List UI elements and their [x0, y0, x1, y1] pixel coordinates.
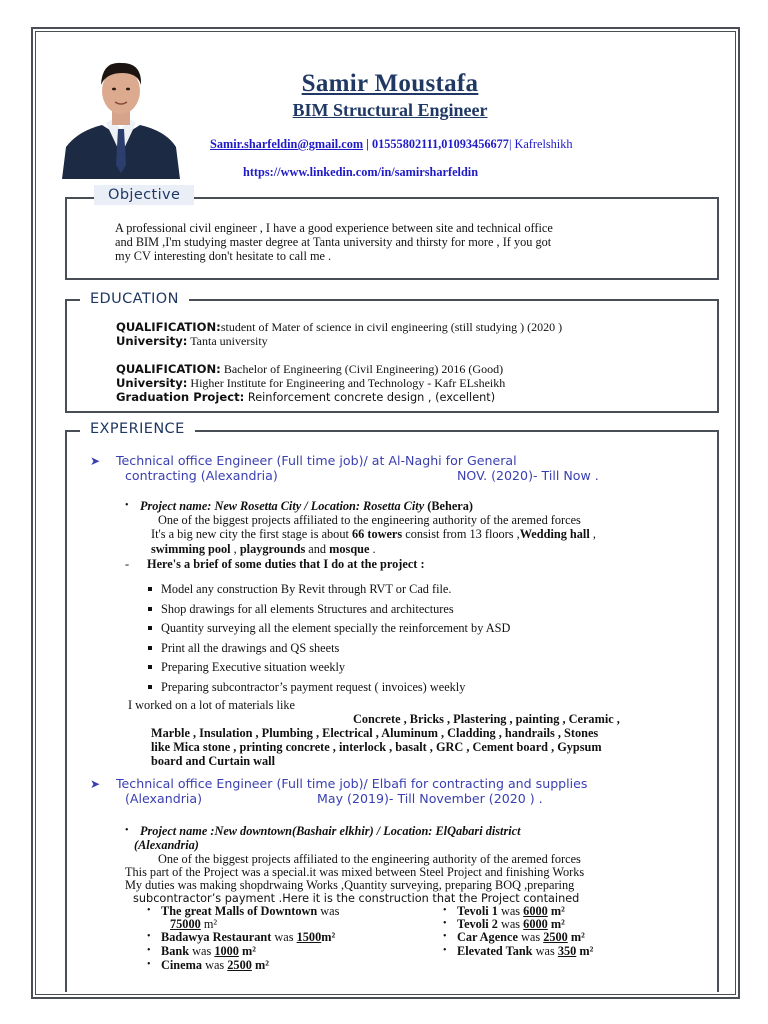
item-unit: m² — [547, 904, 565, 918]
email-link[interactable]: Samir.sharfeldin@gmail.com — [210, 137, 364, 151]
education-heading: EDUCATION — [80, 291, 189, 307]
job1-wedding-hall: Wedding hall — [519, 527, 590, 541]
job1-title-line-2: contracting (Alexandria) — [125, 468, 278, 483]
materials-line-1: Concrete , Bricks , Plastering , painting , Ceramic , — [353, 712, 620, 726]
job2-title-line-2: (Alexandria) — [125, 791, 203, 806]
materials-line-3: like Mica stone , printing concrete , interlock , basalt , GRC , Cement board , Gypsum — [151, 740, 602, 754]
job1-project-name: Project name: New Rosetta City / Location: Rosetta City — [140, 499, 425, 513]
item-name: Tevoli 1 — [457, 904, 498, 918]
item-mid: was — [497, 917, 524, 931]
item-value: 2500 — [227, 958, 252, 972]
graduation-project-key: Graduation Project: — [116, 390, 245, 404]
item-value: 350 — [557, 944, 577, 958]
right-item-3 — [457, 930, 585, 944]
item-name: Bank — [161, 944, 190, 958]
bullet-icon: • — [147, 945, 151, 956]
job2-project-2: (Alexandria) — [134, 838, 199, 852]
item-name: Car Agence — [457, 930, 518, 944]
university-row-1 — [116, 334, 268, 349]
bullet-icon: • — [147, 905, 151, 916]
qualification-value-1: student of Mater of science in civil engineering (still studying ) (2020 ) — [220, 320, 563, 334]
job1-brief: Here's a brief of some duties that I do at the project : — [147, 557, 425, 571]
job1-project — [140, 499, 473, 513]
left-item-4 — [161, 958, 269, 972]
job2-title-line-1: Technical office Engineer (Full time job)/ Elbafi for contracting and supplies — [116, 776, 588, 791]
university-value-1: Tanta university — [187, 334, 268, 348]
job2-desc-4-text: subcontractor’s payment .Here it is the construction that the Project contained — [133, 892, 580, 905]
graduation-project-row — [116, 390, 495, 405]
bullet-icon: • — [147, 931, 151, 942]
graduation-project-value: Reinforcement concrete design , (excellent) — [244, 391, 496, 404]
university-key-1: University: — [116, 334, 188, 348]
item-unit: m² — [567, 930, 585, 944]
duty-item: Preparing subcontractor’s payment request ( invoices) weekly — [147, 680, 510, 700]
duty-item: Quantity surveying all the element specially the reinforcement by ASD — [147, 621, 510, 641]
item-name: Cinema — [161, 958, 202, 972]
job1-project-extra: (Behera) — [424, 499, 473, 513]
left-item-2 — [161, 930, 335, 944]
item-mid: was — [271, 930, 297, 944]
job1-period: NOV. (2020)- Till Now . — [457, 468, 599, 483]
item-name: Tevoli 2 — [457, 917, 498, 931]
item-mid: was — [497, 904, 524, 918]
job2-project: Project name :New downtown(Bashair elkhir) / Location: ElQabari district — [140, 824, 521, 838]
item-value: 75000 — [170, 917, 201, 931]
left-item-3 — [161, 944, 256, 958]
duty-item: Model any construction By Revit through RVT or Cad file. — [147, 582, 510, 602]
contact-separator: | — [363, 137, 372, 151]
job2-period: May (2019)- Till November (2020 ) . — [317, 791, 543, 806]
job1-towers: 66 towers — [351, 527, 403, 541]
job1-desc-1: One of the biggest projects affiliated to the engineering authority of the aremed forces — [158, 513, 581, 527]
item-unit: m² — [321, 930, 336, 944]
job1-desc-3f: . — [369, 542, 376, 556]
item-mid: was — [202, 958, 228, 972]
materials-line-4: board and Curtain wall — [151, 754, 276, 768]
right-item-4 — [457, 944, 593, 958]
item-value: 1500 — [296, 930, 322, 944]
objective-line-3: my CV interesting don't hesitate to call me . — [115, 249, 332, 263]
qualification-row-2 — [116, 362, 503, 377]
objective-line-1: A professional civil engineer , I have a good experience between site and technical office — [115, 221, 553, 235]
duty-item: Preparing Executive situation weekly — [147, 660, 510, 680]
bullet-icon: • — [443, 918, 447, 929]
job1-desc-2c: consist from 13 floors , — [402, 527, 520, 541]
location: | Kafrelshikh — [508, 137, 573, 151]
linkedin-link[interactable]: https://www.linkedin.com/in/samirsharfeldin — [243, 165, 479, 179]
job-title: BIM Structural Engineer — [292, 100, 488, 120]
job1-desc-3d: and — [305, 542, 330, 556]
item-mid: was — [317, 904, 340, 918]
right-item-2 — [457, 917, 565, 931]
qualification-key-2: QUALIFICATION: — [116, 362, 221, 376]
item-value: 6000 — [523, 917, 548, 931]
job1-pool: swimming pool — [151, 542, 231, 556]
item-unit: m² — [200, 917, 218, 931]
bullet-icon: • — [443, 931, 447, 942]
item-unit: m² — [547, 917, 565, 931]
bullet-icon: • — [147, 959, 151, 970]
job1-desc-3b: , — [230, 542, 240, 556]
item-unit: m² — [238, 944, 256, 958]
item-value: 1000 — [214, 944, 239, 958]
job1-playgrounds: playgrounds — [239, 542, 306, 556]
item-name: Badawya Restaurant — [161, 930, 272, 944]
job2-desc-2: This part of the Project was a special.it was mixed between Steel Project and finishing Works — [125, 865, 585, 879]
job2-desc-3: My duties was making shopdrwaing Works ,Quantity surveying, preparing BOQ ,preparing — [125, 878, 575, 892]
item-mid: was — [517, 930, 544, 944]
arrow-icon: ➤ — [90, 777, 101, 791]
university-value-2: Higher Institute for Engineering and Technology - Kafr ELsheikh — [187, 376, 506, 390]
objective-heading: Objective — [94, 185, 194, 205]
qualification-value-2: Bachelor of Engineering (Civil Engineering) 2016 (Good) — [220, 362, 504, 376]
bullet-icon: • — [125, 825, 129, 836]
item-unit: m² — [251, 958, 269, 972]
duty-item: Print all the drawings and QS sheets — [147, 641, 510, 661]
right-item-1 — [457, 904, 565, 918]
job1-title-line-1: Technical office Engineer (Full time job)/ at Al-Naghi for General — [116, 453, 517, 468]
item-mid: was — [532, 944, 558, 958]
job1-duties-list — [147, 582, 510, 699]
objective-line-2: and BIM ,I'm studying master degree at Tanta university and thirsty for more , If you got — [115, 235, 552, 249]
item-value: 2500 — [543, 930, 568, 944]
university-row-2 — [116, 376, 505, 391]
bullet-icon: • — [443, 905, 447, 916]
item-value: 6000 — [523, 904, 548, 918]
item-name: The great Malls of Downtown — [161, 904, 318, 918]
item-name: Elevated Tank — [457, 944, 533, 958]
bullet-icon: • — [125, 500, 129, 511]
experience-heading: EXPERIENCE — [80, 421, 195, 437]
job1-desc-2 — [151, 527, 596, 541]
materials-line-2: Marble , Insulation , Plumbing , Electrical , Aluminum , Cladding , handrails , Stones — [151, 726, 599, 740]
item-mid: was — [189, 944, 215, 958]
profile-photo — [62, 55, 180, 179]
candidate-name: Samir Moustafa — [301, 70, 479, 97]
item-unit: m² — [576, 944, 594, 958]
job1-desc-2a: It's a big new city the first stage is about — [151, 527, 352, 541]
phone-numbers: 01555802111,01093456677 — [371, 137, 509, 151]
dash-bullet: - — [125, 557, 130, 571]
contact-line — [210, 137, 573, 152]
job1-desc-3 — [151, 542, 376, 556]
arrow-icon: ➤ — [90, 454, 101, 468]
materials-intro: I worked on a lot of materials like — [128, 698, 295, 712]
qualification-row-1 — [116, 320, 562, 335]
left-item-1-value — [170, 917, 217, 931]
bullet-icon: • — [443, 945, 447, 956]
qualification-key-1: QUALIFICATION: — [116, 320, 221, 334]
duty-item: Shop drawings for all elements Structures and architectures — [147, 602, 510, 622]
job1-desc-2e: , — [589, 527, 596, 541]
job1-mosque: mosque — [329, 542, 370, 556]
left-item-1 — [161, 904, 339, 918]
university-key-2: University: — [116, 376, 188, 390]
job2-desc-1: One of the biggest projects affiliated to the engineering authority of the aremed forces — [158, 852, 581, 866]
